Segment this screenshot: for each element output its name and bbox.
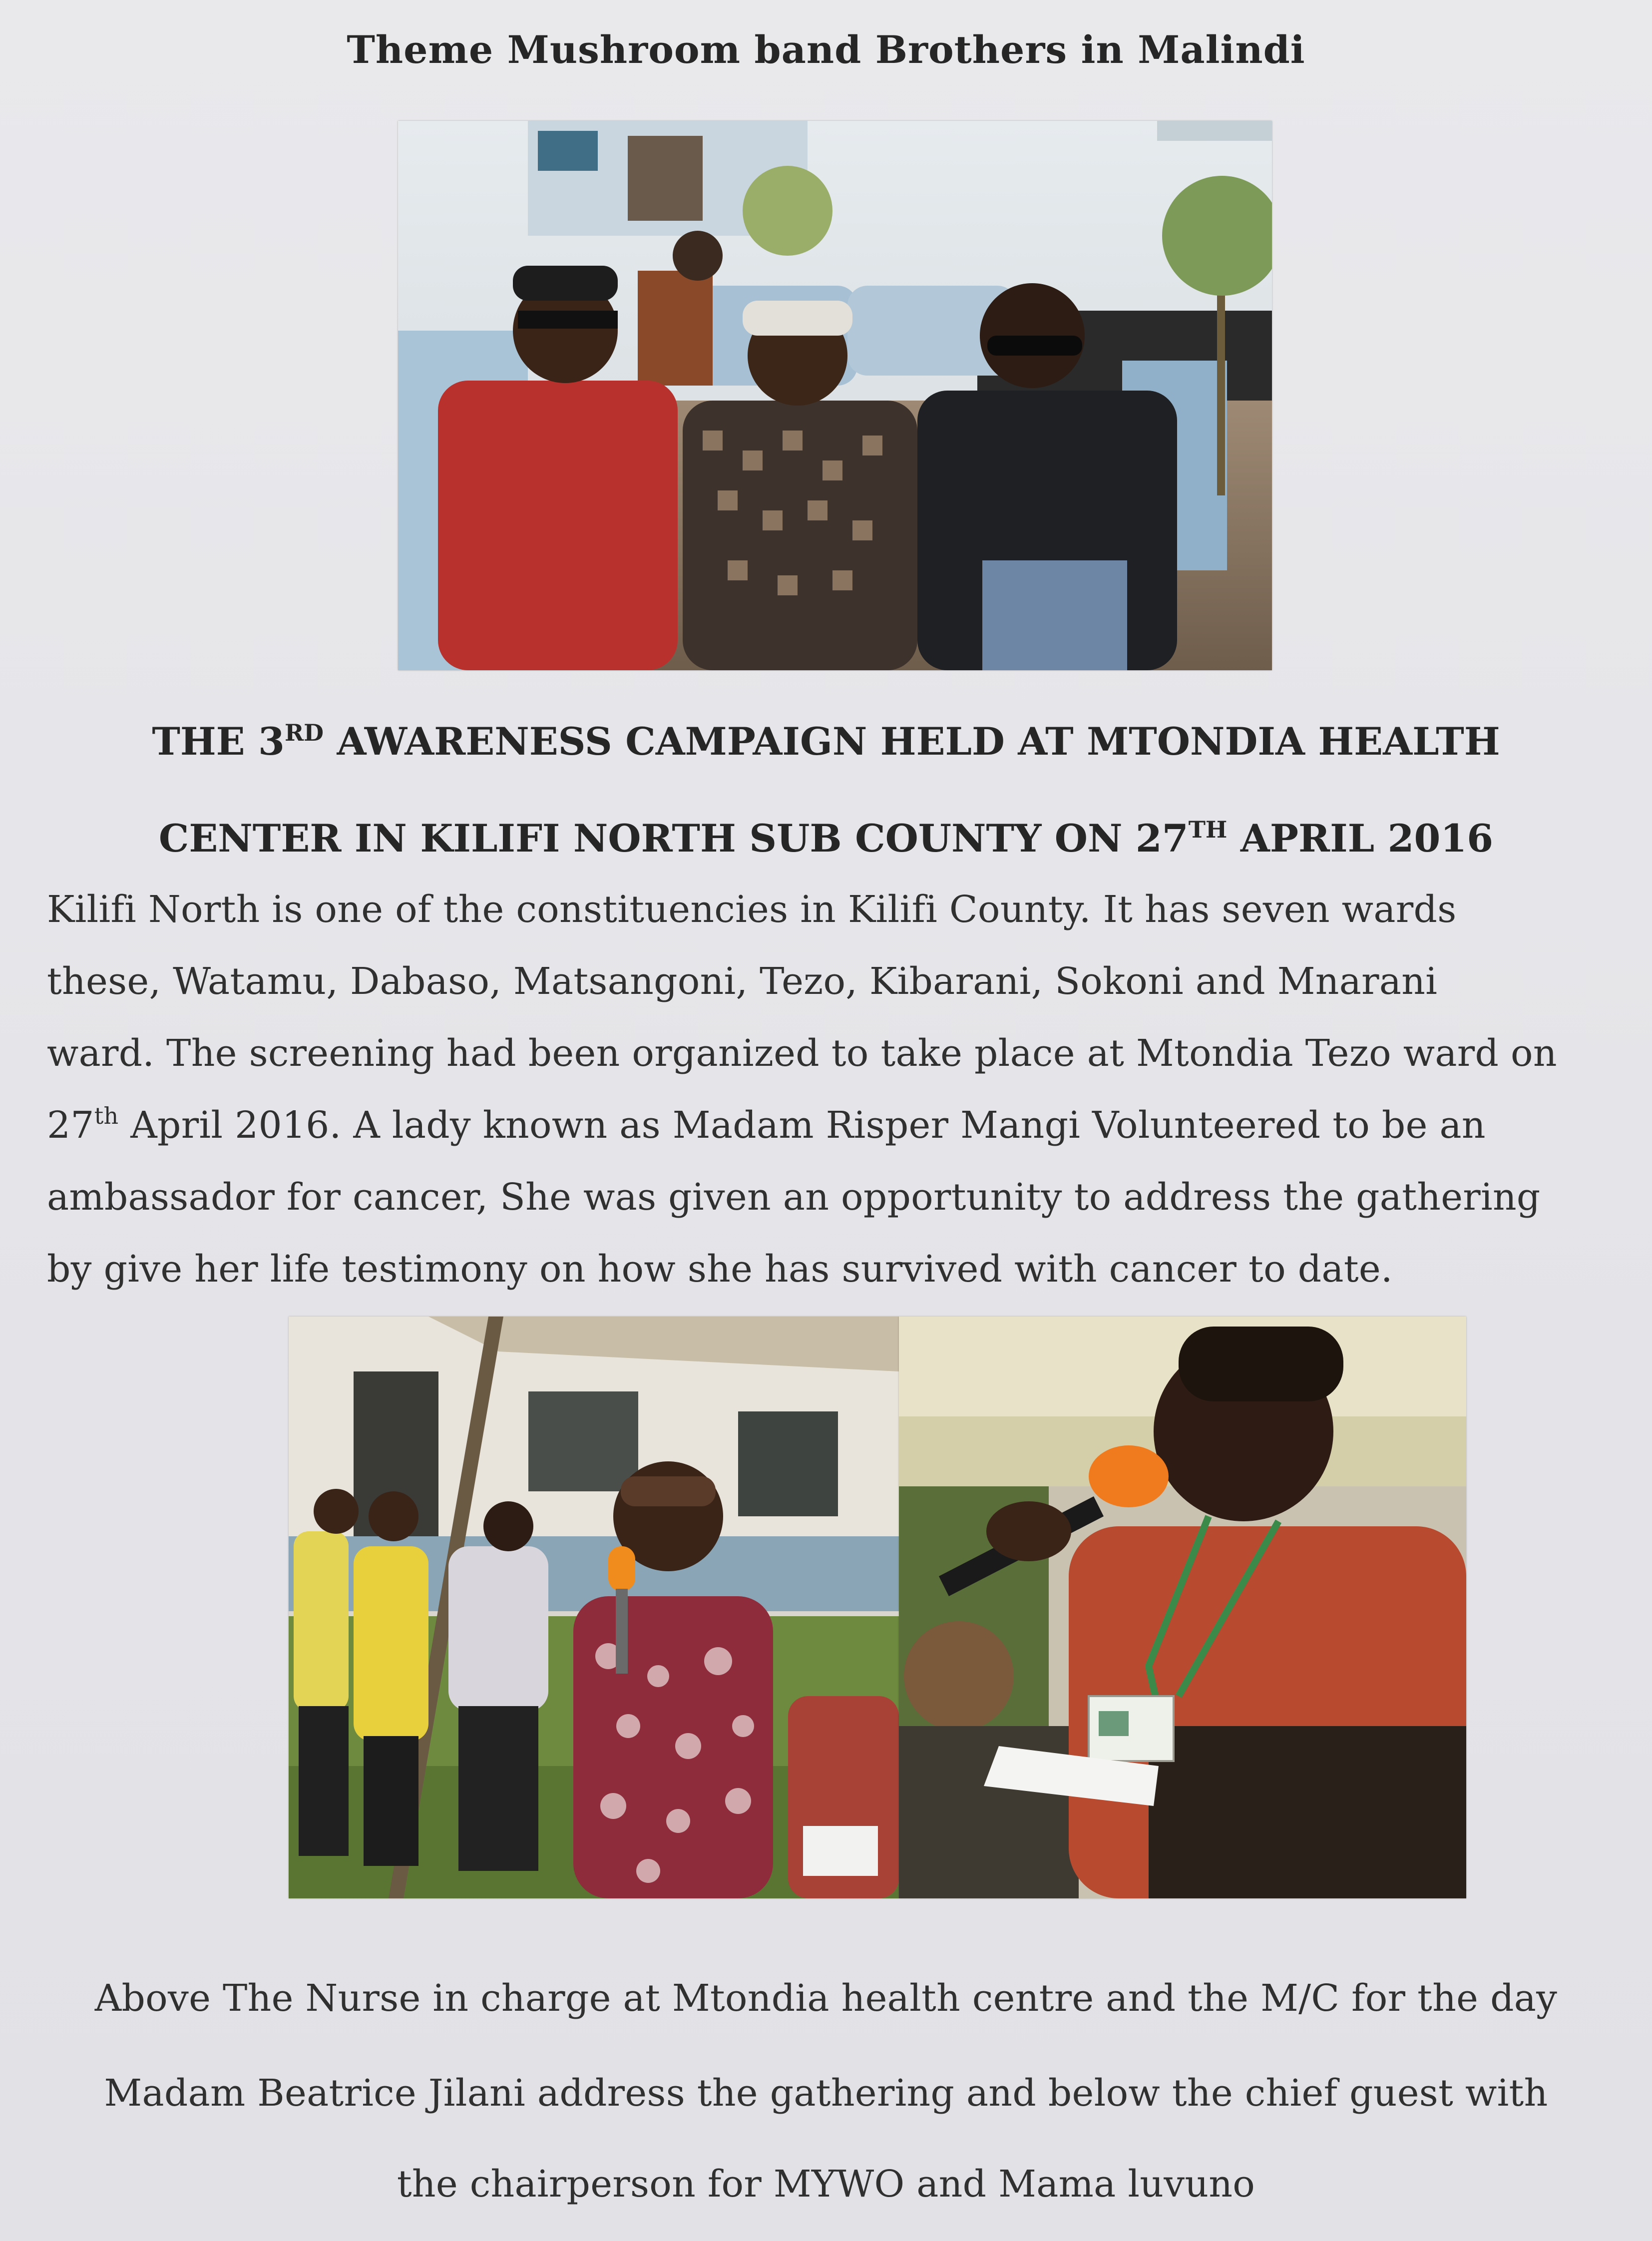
ordinal-suffix: TH [1188, 816, 1228, 843]
campaign-heading-line2 [0, 816, 1652, 861]
body-text-line: these, Watamu, Dabaso, Matsangoni, Tezo, Kibarani, Sokoni and Mnarani [47, 960, 1438, 1003]
body-text-line: Kilifi North is one of the constituencies in Kilifi County. It has seven wards [47, 888, 1457, 931]
heading-text: AWARENESS CAMPAIGN HELD AT MTONDIA HEALTH [324, 719, 1500, 764]
body-text-line: ward. The screening had been organized to take place at Mtondia Tezo ward on [47, 1032, 1557, 1075]
photo-caption-line: Madam Beatrice Jilani address the gathering and below the chief guest with [104, 2072, 1548, 2115]
body-text: 27 [47, 1104, 94, 1147]
nurse-speaking-photo [289, 1317, 899, 1898]
body-text-line: by give her life testimony on how she has survived with cancer to date. [47, 1248, 1393, 1291]
page-title: Theme Mushroom band Brothers in Malindi [347, 27, 1305, 72]
photo-caption-line: the chairperson for MYWO and Mama luvuno [397, 2163, 1255, 2206]
ordinal-suffix: th [94, 1102, 119, 1129]
ordinal-suffix: RD [284, 719, 324, 746]
campaign-heading-line1 [0, 719, 1652, 764]
body-text-line [47, 1104, 1486, 1147]
heading-text: CENTER IN KILIFI NORTH SUB COUNTY ON 27 [158, 816, 1189, 861]
chief-guest-speaking-photo [899, 1317, 1466, 1898]
band-brothers-photo [398, 121, 1272, 670]
photo-caption-line: Above The Nurse in charge at Mtondia health centre and the M/C for the day [94, 1977, 1558, 2020]
heading-text: THE 3 [152, 719, 285, 764]
body-text: April 2016. A lady known as Madam Risper Mangi Volunteered to be an [118, 1104, 1486, 1147]
body-text-line: ambassador for cancer, She was given an opportunity to address the gathering [47, 1176, 1541, 1219]
heading-text: APRIL 2016 [1227, 816, 1494, 861]
